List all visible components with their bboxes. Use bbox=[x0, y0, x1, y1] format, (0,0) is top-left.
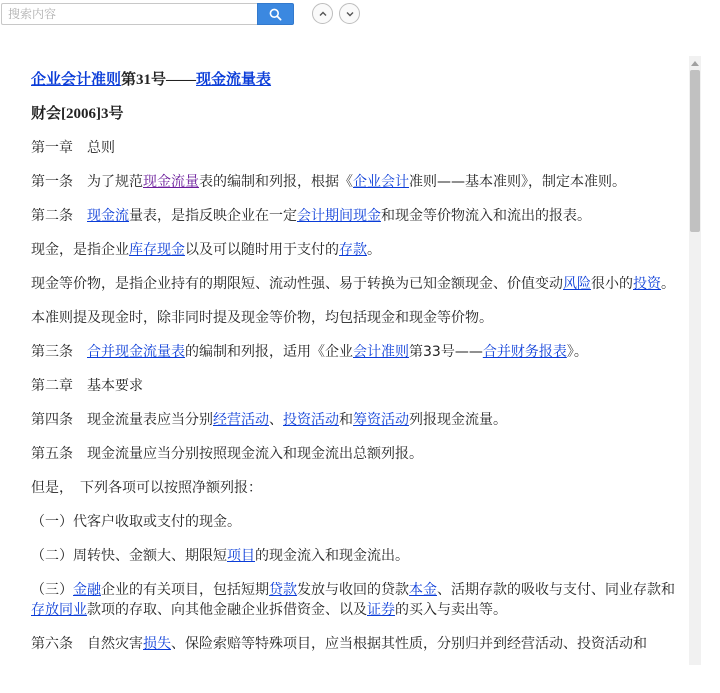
text: 现金，是指企业 bbox=[31, 242, 129, 258]
chevron-down-icon bbox=[345, 9, 355, 19]
search-input[interactable] bbox=[1, 3, 258, 25]
text: 第三条 bbox=[31, 344, 87, 360]
definition-cash bbox=[31, 240, 680, 260]
text: 第四条 现金流量表应当分别 bbox=[31, 412, 213, 428]
list-item bbox=[31, 580, 680, 620]
link-loan[interactable]: 贷款 bbox=[269, 582, 297, 598]
text: 和 bbox=[339, 412, 353, 428]
text: 很小的 bbox=[591, 276, 633, 292]
vertical-scrollbar[interactable] bbox=[689, 56, 701, 665]
document-content bbox=[31, 70, 680, 668]
document-number: 财会[2006]3号 bbox=[31, 106, 124, 122]
magnifier-icon bbox=[269, 8, 282, 21]
text: 的买入与卖出等。 bbox=[395, 602, 507, 618]
text: 以及可以随时用于支付的 bbox=[185, 242, 339, 258]
text: 和现金等价物流入和流出的报表。 bbox=[381, 208, 591, 224]
text: 、保险索赔等特殊项目，应当根据其性质，分别归并到经营活动、投资活动和 bbox=[171, 636, 647, 652]
link-investing-activities[interactable]: 投资活动 bbox=[283, 412, 339, 428]
link-principal[interactable]: 本金 bbox=[409, 582, 437, 598]
text: 列报现金流量。 bbox=[409, 412, 507, 428]
link-risk[interactable]: 风险 bbox=[563, 276, 591, 292]
list-item bbox=[31, 546, 680, 566]
document-viewport[interactable] bbox=[0, 56, 703, 693]
text: 发放与收回的贷款 bbox=[297, 582, 409, 598]
article-1 bbox=[31, 172, 680, 192]
link-securities[interactable]: 证券 bbox=[367, 602, 395, 618]
note-paragraph: 本准则提及现金时，除非同时提及现金等价物，均包括现金和现金等价物。 bbox=[31, 310, 493, 326]
text: 的编制和列报，适用《企业 bbox=[185, 344, 353, 360]
text: 第二条 bbox=[31, 208, 87, 224]
text: 的现金流入和现金流出。 bbox=[255, 548, 409, 564]
text: 。 bbox=[367, 242, 381, 258]
text: 第33号—— bbox=[409, 344, 483, 360]
scrollbar-thumb[interactable] bbox=[690, 70, 700, 232]
text: 。 bbox=[661, 276, 675, 292]
link-deposit[interactable]: 存款 bbox=[339, 242, 367, 258]
text: 、 bbox=[269, 412, 283, 428]
text: 、活期存款的吸收与支付、同业存款和 bbox=[437, 582, 675, 598]
document-title bbox=[31, 70, 680, 90]
text: 第一条 为了规范 bbox=[31, 174, 143, 190]
link-accounting-standard[interactable]: 会计准则 bbox=[353, 344, 409, 360]
exception-paragraph: 但是， 下列各项可以按照净额列报： bbox=[31, 480, 262, 496]
chapter-heading: 第一章 总则 bbox=[31, 140, 115, 156]
text: 》。 bbox=[566, 344, 588, 360]
link-consolidated-cash-flow[interactable]: 合并现金流量表 bbox=[87, 344, 185, 360]
link-investment[interactable]: 投资 bbox=[633, 276, 661, 292]
text: 企业的有关项目，包括短期 bbox=[101, 582, 269, 598]
text: 款项的存取、向其他金融企业拆借资金、以及 bbox=[87, 602, 367, 618]
link-consolidated-statements[interactable]: 合并财务报表 bbox=[482, 344, 567, 360]
link-interbank-deposit[interactable]: 存放同业 bbox=[31, 602, 87, 618]
text: 第六条 自然灾害 bbox=[31, 636, 143, 652]
chevron-up-icon bbox=[318, 9, 328, 19]
title-link-standard[interactable]: 企业会计准则 bbox=[31, 72, 122, 88]
text: 表的编制和列报，根据《 bbox=[199, 174, 353, 190]
link-enterprise-accounting[interactable]: 企业会计 bbox=[353, 174, 409, 190]
text: 量表，是指反映企业在一定 bbox=[129, 208, 297, 224]
chapter-heading: 第二章 基本要求 bbox=[31, 378, 143, 394]
title-text: 第31号—— bbox=[121, 72, 197, 88]
link-cash-flow[interactable]: 现金流量 bbox=[143, 174, 199, 190]
text: 准则——基本准则》，制定本准则。 bbox=[409, 174, 626, 190]
previous-match-button[interactable] bbox=[312, 3, 333, 24]
text: 现金等价物，是指企业持有的期限短、流动性强、易于转换为已知金额现金、价值变动 bbox=[31, 276, 563, 292]
link-accounting-period-cash[interactable]: 会计期间现金 bbox=[297, 208, 381, 224]
search-button[interactable] bbox=[257, 3, 294, 25]
next-match-button[interactable] bbox=[339, 3, 360, 24]
link-loss[interactable]: 损失 bbox=[143, 636, 171, 652]
article-3 bbox=[31, 342, 680, 362]
link-cash-on-hand[interactable]: 库存现金 bbox=[129, 242, 185, 258]
link-financing-activities[interactable]: 筹资活动 bbox=[353, 412, 409, 428]
triangle-up-icon bbox=[691, 60, 699, 66]
scroll-up-button[interactable] bbox=[689, 56, 701, 70]
article-4 bbox=[31, 410, 680, 430]
title-link-cashflow[interactable]: 现金流量表 bbox=[196, 72, 272, 88]
list-item: （一）代客户收取或支付的现金。 bbox=[31, 514, 241, 530]
article-5: 第五条 现金流量应当分别按照现金流入和现金流出总额列报。 bbox=[31, 446, 423, 462]
article-6 bbox=[31, 634, 680, 654]
link-cash-flow-2[interactable]: 现金流 bbox=[87, 208, 129, 224]
text: （三） bbox=[31, 582, 73, 598]
article-2 bbox=[31, 206, 680, 226]
definition-cash-equivalents bbox=[31, 274, 680, 294]
link-project[interactable]: 项目 bbox=[227, 548, 255, 564]
link-operating-activities[interactable]: 经营活动 bbox=[213, 412, 269, 428]
search-toolbar bbox=[0, 0, 720, 28]
text: （二）周转快、金额大、期限短 bbox=[31, 548, 227, 564]
link-finance[interactable]: 金融 bbox=[73, 582, 101, 598]
